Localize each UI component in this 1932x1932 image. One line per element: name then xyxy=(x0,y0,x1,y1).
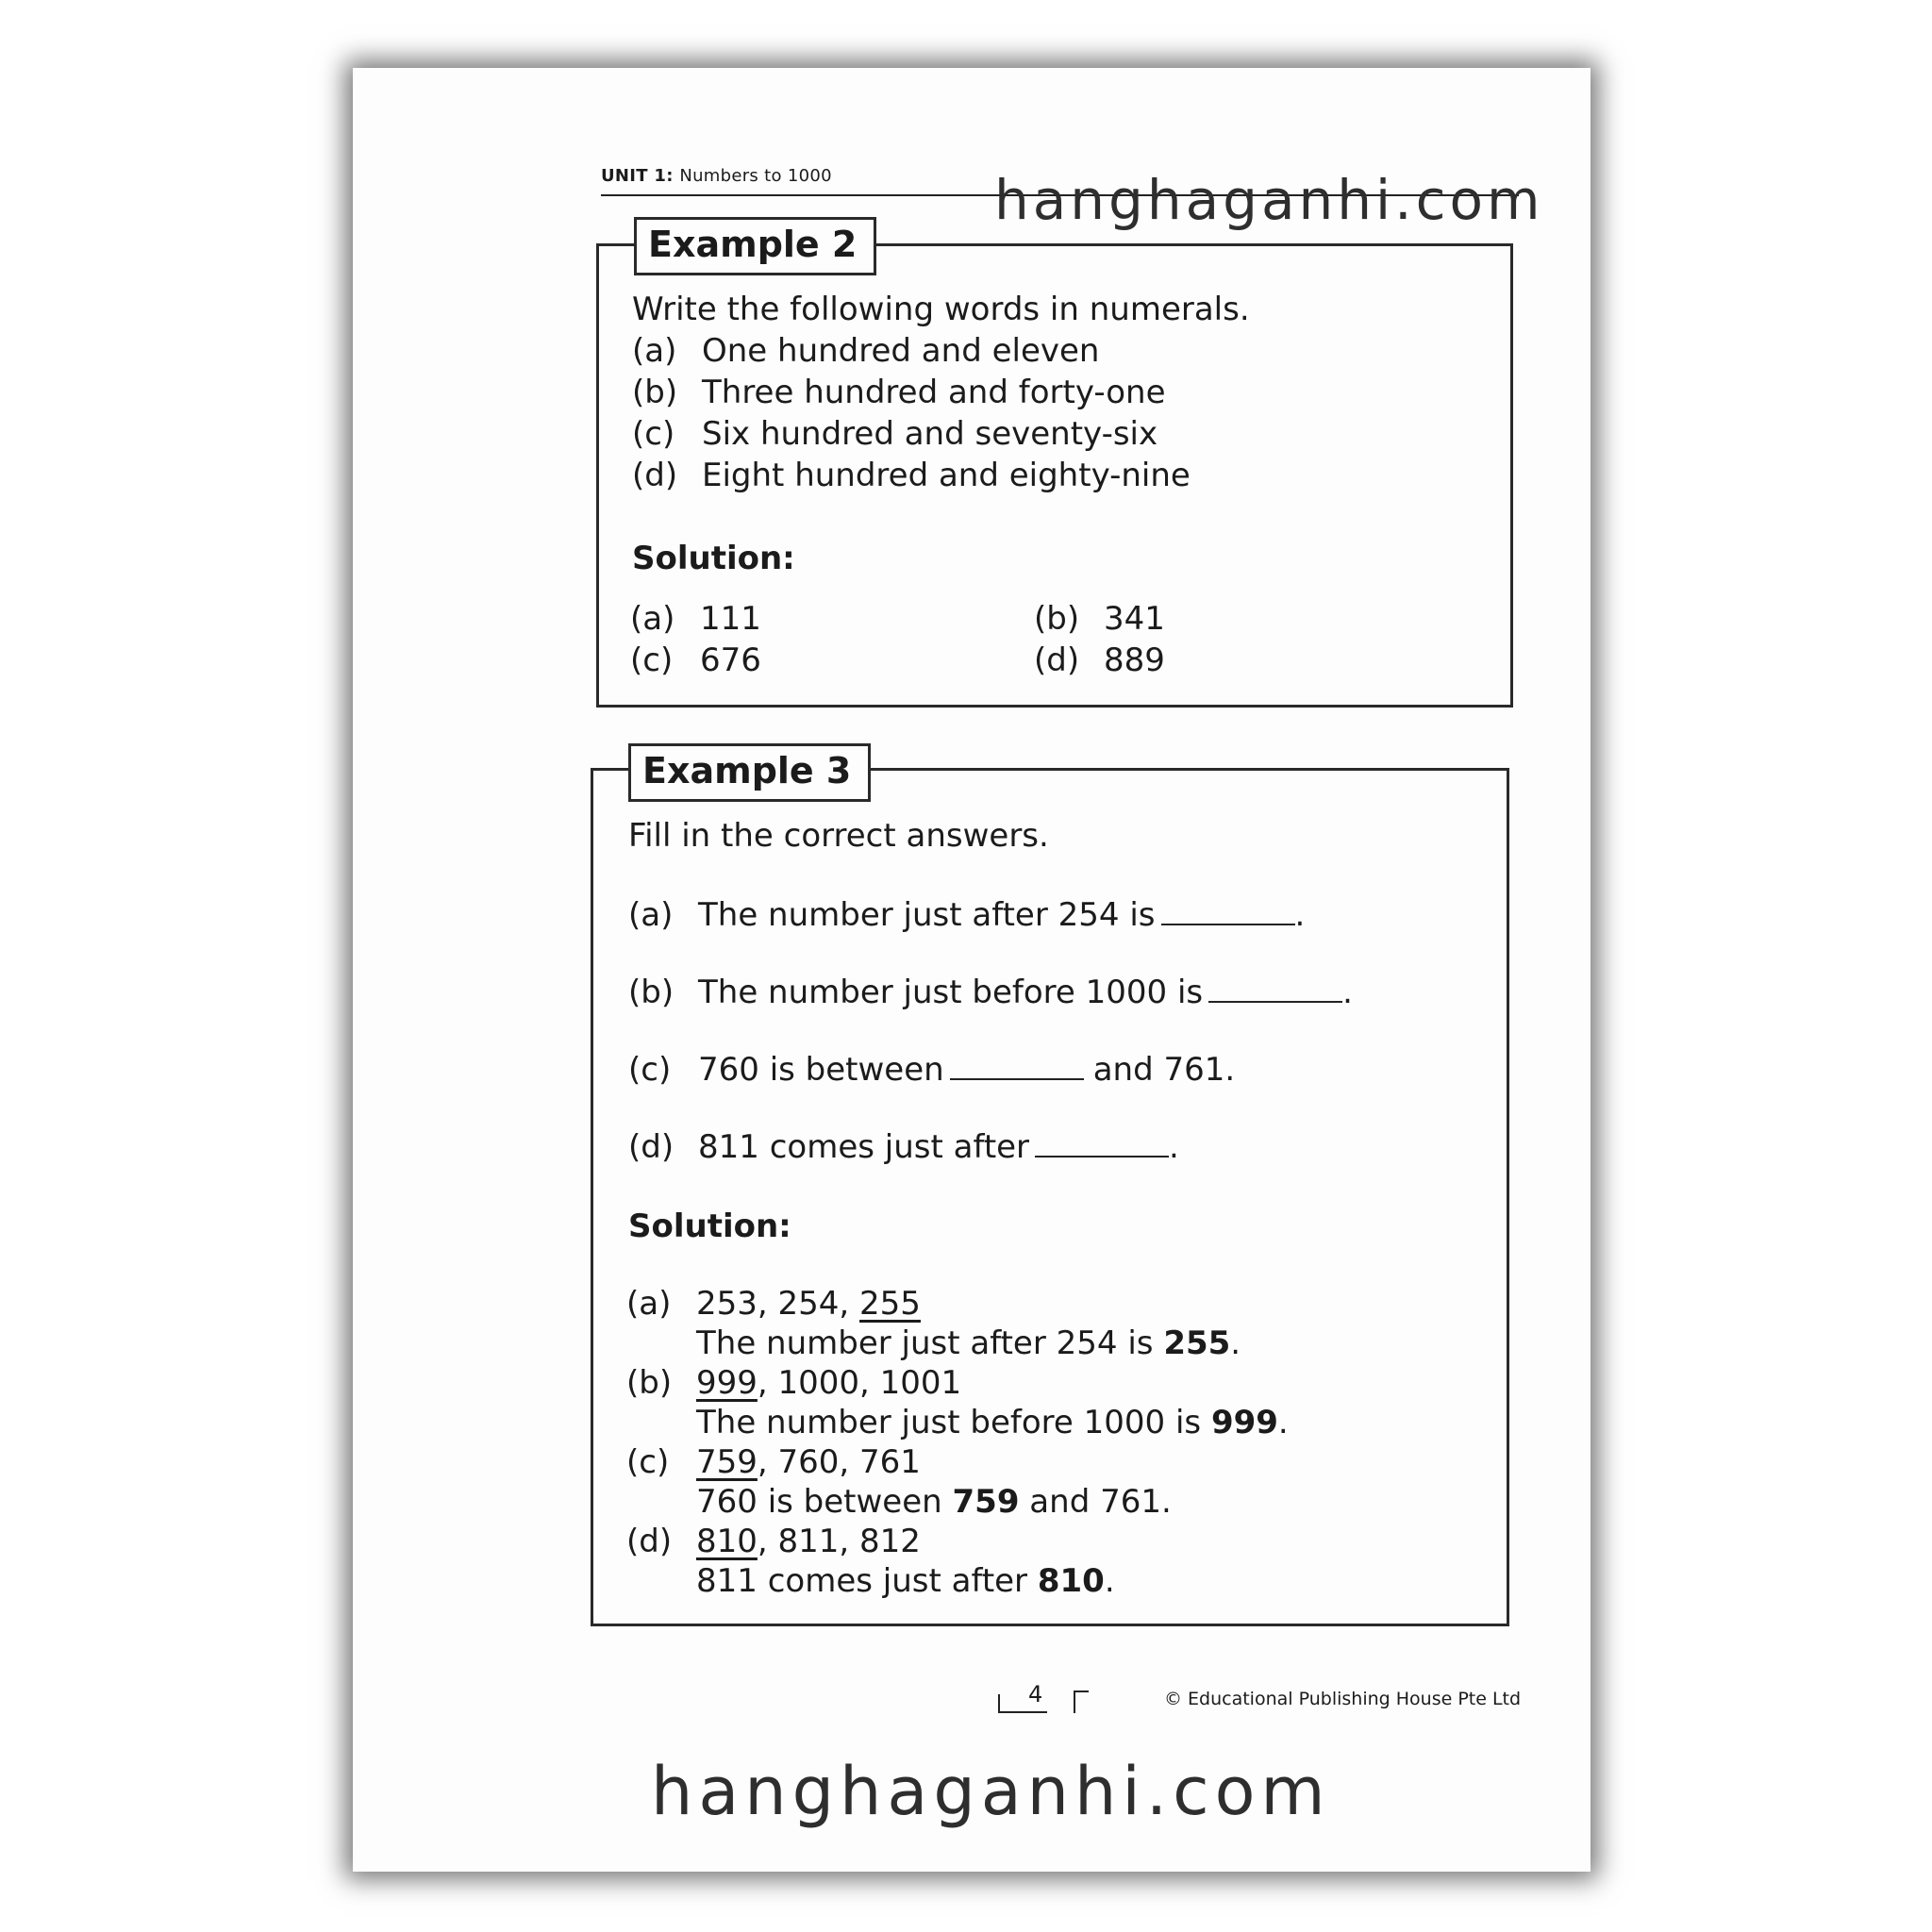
question-text-end: . xyxy=(1342,974,1353,1011)
solution-sequence xyxy=(626,1285,921,1323)
answer-label: (c) xyxy=(630,641,674,679)
answer-blank xyxy=(1035,1155,1169,1158)
example-2-answer xyxy=(630,600,761,638)
watermark-top: hanghaganhi.com xyxy=(994,168,1544,232)
sequence-end: , 760, 761 xyxy=(757,1443,921,1481)
example-2-title: Example 2 xyxy=(634,217,876,275)
example-3-question xyxy=(628,974,1353,1011)
solution-sentence xyxy=(696,1404,1289,1441)
answer-label: (d) xyxy=(1034,641,1080,679)
answer-blank xyxy=(1208,1000,1342,1003)
sentence-answer: 810 xyxy=(1037,1562,1105,1600)
solution-sequence xyxy=(626,1523,921,1560)
sequence-answer: 810 xyxy=(696,1523,758,1560)
solution-sequence xyxy=(626,1443,921,1481)
question-label: (d) xyxy=(632,457,678,494)
example-3-question xyxy=(628,1051,1235,1089)
question-text: 811 comes just after xyxy=(698,1128,1030,1166)
solution-sentence xyxy=(696,1562,1115,1600)
solution-label: (c) xyxy=(626,1443,670,1481)
question-text: The number just before 1000 is xyxy=(698,974,1204,1011)
question-label: (a) xyxy=(632,332,677,370)
answer-value: 889 xyxy=(1104,641,1165,679)
sequence-answer: 255 xyxy=(859,1285,921,1323)
example-2-question xyxy=(632,332,1099,370)
sentence-start: The number just after 254 is xyxy=(696,1324,1164,1362)
solution-sequence xyxy=(626,1364,961,1402)
example-2-instruction: Write the following words in numerals. xyxy=(632,291,1250,328)
example-2-answer xyxy=(630,641,761,679)
sentence-answer: 999 xyxy=(1210,1404,1278,1441)
example-3-solution-heading: Solution: xyxy=(628,1208,791,1245)
watermark-bottom: hanghaganhi.com xyxy=(651,1753,1331,1830)
answer-blank xyxy=(950,1077,1084,1080)
question-text: Three hundred and forty-one xyxy=(702,374,1166,411)
question-text: Eight hundred and eighty-nine xyxy=(702,457,1191,494)
sentence-end: and 761. xyxy=(1019,1483,1172,1521)
sequence-start: 253, 254, xyxy=(696,1285,860,1323)
question-label: (b) xyxy=(632,374,678,411)
solution-label: (b) xyxy=(626,1364,673,1402)
solution-label: (a) xyxy=(626,1285,672,1323)
question-label: (c) xyxy=(632,415,675,453)
example-3-title: Example 3 xyxy=(628,743,871,802)
sentence-answer: 759 xyxy=(952,1483,1020,1521)
sentence-answer: 255 xyxy=(1163,1324,1231,1362)
question-text-end: . xyxy=(1169,1128,1179,1166)
question-label: (c) xyxy=(628,1051,672,1089)
solution-label: (d) xyxy=(626,1523,673,1560)
sentence-start: 811 comes just after xyxy=(696,1562,1038,1600)
question-text: 760 is between xyxy=(698,1051,944,1089)
example-2-question xyxy=(632,374,1166,411)
sequence-answer: 999 xyxy=(696,1364,758,1402)
unit-number: UNIT 1: xyxy=(601,166,674,186)
answer-value: 111 xyxy=(700,600,761,638)
sentence-end: . xyxy=(1230,1324,1241,1362)
example-3-instruction: Fill in the correct answers. xyxy=(628,817,1049,855)
example-3-question xyxy=(628,896,1305,934)
sentence-end: . xyxy=(1104,1562,1115,1600)
solution-sentence xyxy=(696,1324,1241,1362)
example-2-answer xyxy=(1034,641,1165,679)
question-text: One hundred and eleven xyxy=(702,332,1100,370)
answer-label: (b) xyxy=(1034,600,1080,638)
example-2-question xyxy=(632,415,1158,453)
answer-label: (a) xyxy=(630,600,675,638)
sequence-end: , 1000, 1001 xyxy=(757,1364,962,1402)
question-label: (b) xyxy=(628,974,675,1011)
question-text-end: . xyxy=(1294,896,1306,934)
page-number-bracket-right xyxy=(1074,1690,1089,1713)
example-2-question xyxy=(632,457,1191,494)
solution-sentence xyxy=(696,1483,1172,1521)
question-label: (a) xyxy=(628,896,674,934)
answer-value: 676 xyxy=(700,641,761,679)
question-label: (d) xyxy=(628,1128,675,1166)
example-3-question xyxy=(628,1128,1179,1166)
sentence-start: 760 is between xyxy=(696,1483,953,1521)
answer-value: 341 xyxy=(1104,600,1165,638)
unit-topic: Numbers to 1000 xyxy=(679,166,832,186)
question-text-end: and 761. xyxy=(1092,1051,1236,1089)
sequence-end: , 811, 812 xyxy=(757,1523,921,1560)
unit-header xyxy=(601,166,832,186)
sequence-answer: 759 xyxy=(696,1443,758,1481)
example-2-answer xyxy=(1034,600,1165,638)
page-number: 4 xyxy=(1028,1681,1043,1707)
question-text: Six hundred and seventy-six xyxy=(702,415,1158,453)
copyright-notice: © Educational Publishing House Pte Ltd xyxy=(1164,1689,1522,1709)
sentence-end: . xyxy=(1277,1404,1289,1441)
answer-blank xyxy=(1161,923,1295,925)
question-text: The number just after 254 is xyxy=(698,896,1156,934)
example-2-solution-heading: Solution: xyxy=(632,540,795,577)
sentence-start: The number just before 1000 is xyxy=(696,1404,1211,1441)
